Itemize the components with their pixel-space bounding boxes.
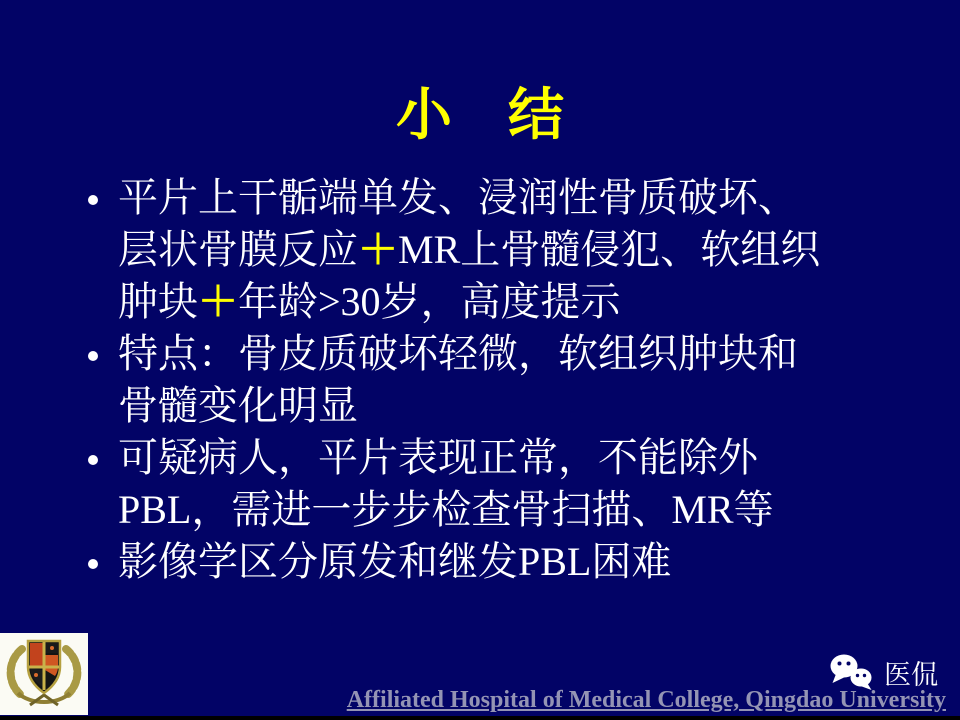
- text-segment: MR上骨髓侵犯、软组织: [398, 227, 821, 272]
- bullet-text: [118, 536, 671, 588]
- bottom-border: [0, 716, 960, 720]
- bullet-line: [118, 484, 774, 536]
- text-segment: 可疑病人，平片表现正常，不能除外: [118, 435, 758, 480]
- bullet-line: [118, 172, 820, 224]
- highlight-plus: ＋: [198, 279, 238, 324]
- bullet-line: [118, 224, 820, 276]
- text-segment: 影像学区分原发和继发PBL困难: [118, 539, 672, 584]
- text-segment: 层状骨膜反应: [118, 227, 358, 272]
- text-segment: 平片上干骺端单发、浸润性骨质破坏、: [118, 175, 798, 220]
- wechat-badge: [829, 652, 938, 692]
- bullet-line: [118, 276, 820, 328]
- bullet-dot: [88, 559, 98, 569]
- bullet-dot: [88, 455, 98, 465]
- text-segment: 肿块: [118, 279, 198, 324]
- university-crest-logo: [0, 633, 88, 715]
- text-segment: 特点：骨皮质破坏轻微，软组织肿块和: [118, 331, 798, 376]
- text-segment: PBL，需进一步步检查骨扫描、MR等: [118, 487, 774, 532]
- text-segment: 骨髓变化明显: [118, 383, 358, 428]
- text-segment: 年龄>30岁，高度提示: [238, 279, 621, 324]
- bullet-dot: [88, 351, 98, 361]
- bullet-list: [88, 172, 888, 588]
- slide-title: 小 结: [396, 85, 564, 147]
- bullet-item: [88, 328, 888, 432]
- bullet-item: [88, 432, 888, 536]
- crest-icon: [0, 633, 88, 715]
- bullet-text: [118, 172, 820, 328]
- highlight-plus: ＋: [358, 227, 398, 272]
- footer-affiliation-link[interactable]: Affiliated Hospital of Medical College, Qingdao University: [346, 687, 946, 713]
- bullet-item: [88, 536, 888, 588]
- bullet-line: [118, 536, 671, 588]
- bullet-text: [118, 432, 774, 536]
- bullet-line: [118, 328, 798, 380]
- wechat-account-name: 医侃: [884, 659, 938, 690]
- wechat-icon: [829, 652, 875, 692]
- bullet-text: [118, 328, 798, 432]
- bullet-line: [118, 380, 798, 432]
- bullet-dot: [88, 195, 98, 205]
- bullet-line: [118, 432, 774, 484]
- bullet-item: [88, 172, 888, 328]
